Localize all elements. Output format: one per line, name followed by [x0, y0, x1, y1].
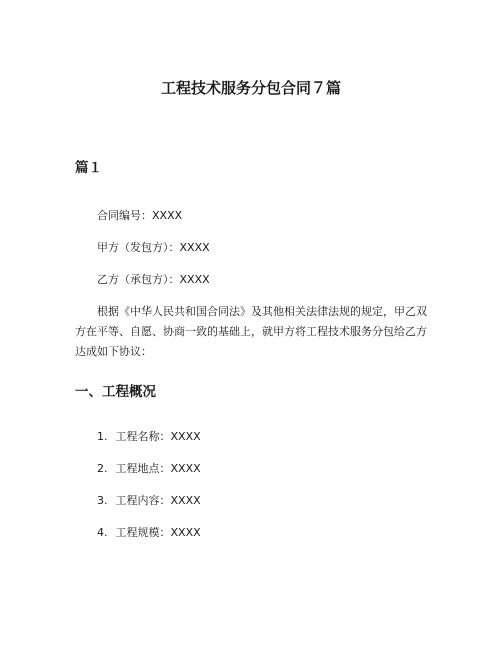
list-item-text: 工程内容：XXXX — [115, 494, 201, 507]
list-item — [97, 427, 201, 447]
list-item — [97, 459, 201, 479]
list-item — [97, 491, 201, 511]
party-b-field: 乙方（承包方）：XXXX — [97, 273, 210, 286]
list-item-number: 2. — [97, 462, 108, 475]
party-a-field: 甲方（发包方）：XXXX — [97, 241, 210, 254]
list-item — [97, 523, 201, 543]
list-item-text: 工程地点：XXXX — [115, 462, 201, 475]
list-item-text: 工程名称：XXXX — [115, 430, 201, 443]
preamble-paragraph: 根据《中华人民共和国合同法》及其他相关法律法规的规定，甲乙双方在平等、自愿、协商一致的基础上，就甲方将工程技术服务分包给乙方达成如下协议： — [75, 305, 427, 358]
list-item-number: 1. — [97, 430, 108, 443]
document-title: 工程技术服务分包合同７篇 — [160, 79, 341, 97]
part-heading: 篇１ — [75, 160, 102, 176]
list-item-number: 3. — [97, 494, 108, 507]
list-item-number: 4. — [97, 526, 108, 539]
list-item-text: 工程规模：XXXX — [115, 526, 201, 539]
contract-number-field: 合同编号：XXXX — [97, 209, 183, 222]
section-heading-overview: 一、工程概况 — [75, 384, 156, 400]
